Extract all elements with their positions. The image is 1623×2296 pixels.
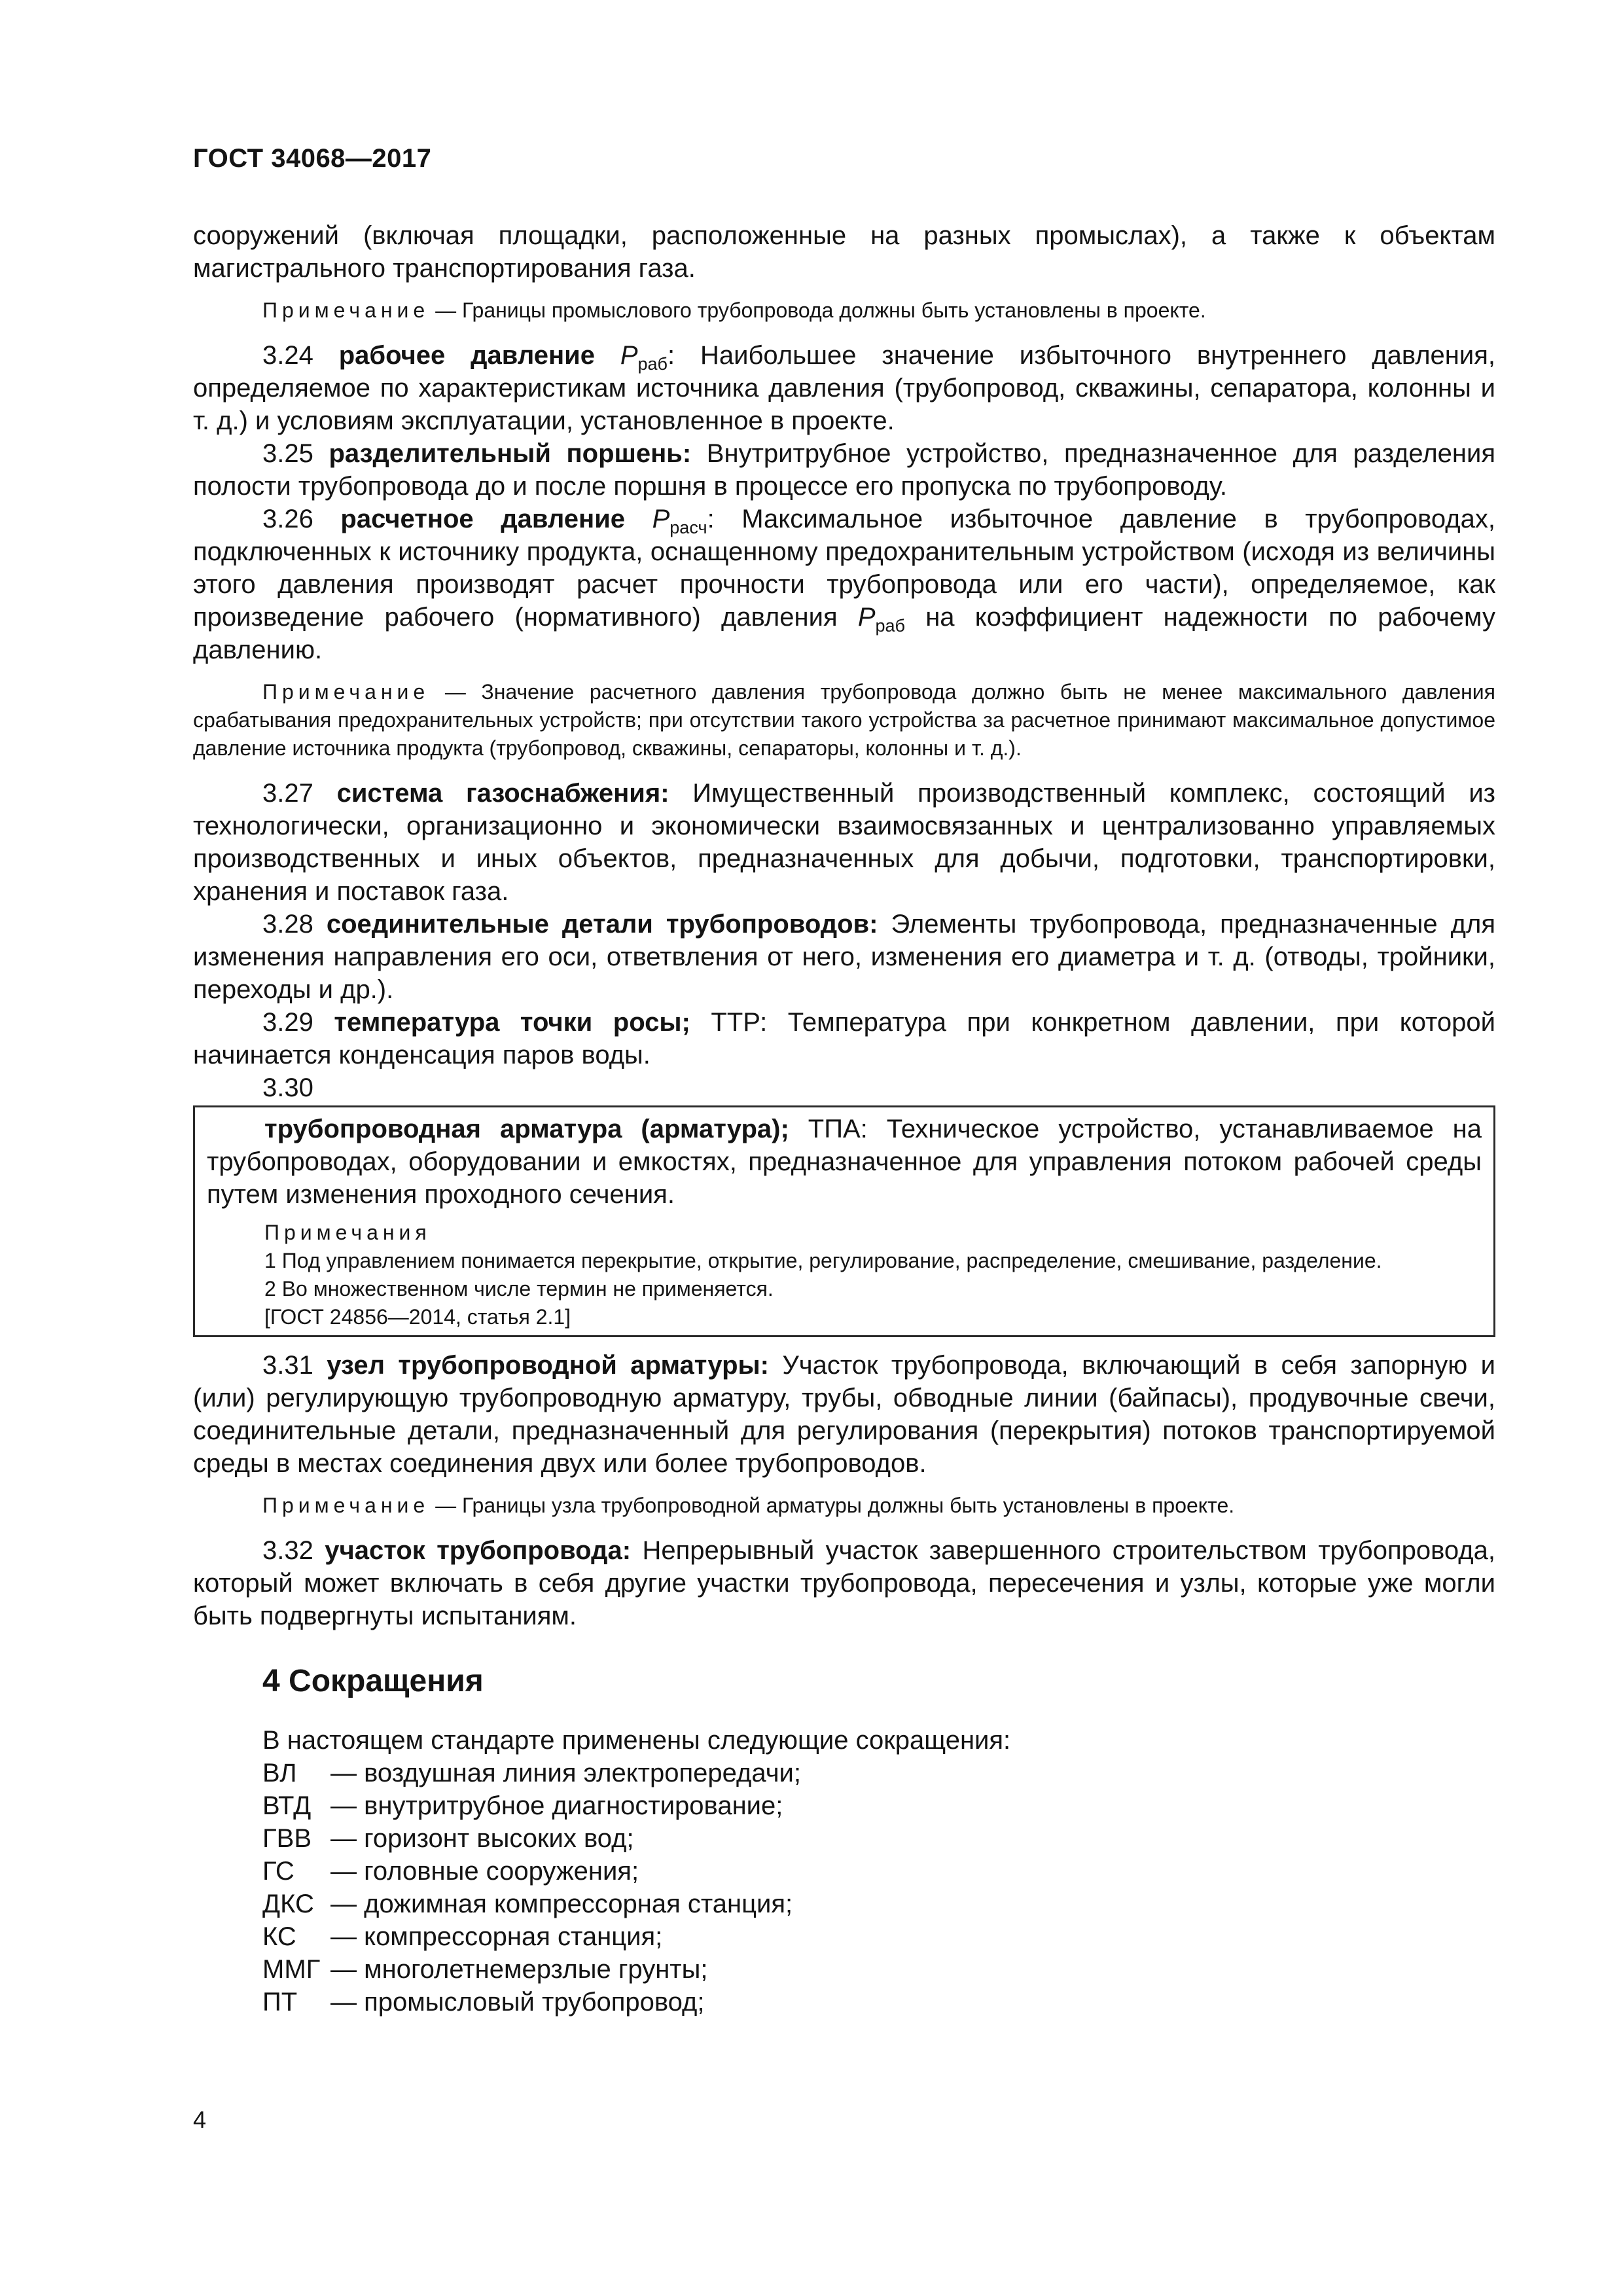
abbr-code: КС xyxy=(262,1922,296,1951)
term-definition: Внутритрубное устройство, предназначенное для разделения полости трубопровода до и после поршня в процессе его пропуска по трубопроводу. xyxy=(193,439,1496,501)
note-text: — Границы узла трубопроводной арматуры должны быть установлены в проекте. xyxy=(429,1494,1235,1517)
term-3-26-note xyxy=(193,678,1495,762)
abbr-code: ГВВ xyxy=(262,1824,312,1853)
list-item xyxy=(262,1888,1495,1920)
term-source: [ГОСТ 24856—2014, статья 2.1] xyxy=(264,1305,571,1329)
term-3-30 xyxy=(207,1113,1482,1211)
term-definition: Элементы трубопровода, предназначенные для изменения направления его оси, ответвления от него, изменения его диаметра и т. д. (отводы, тройники, переходы и др.). xyxy=(193,910,1496,1004)
term-name: участок трубопровода: xyxy=(325,1536,632,1565)
abbr-definition: — многолетнемерзлые грунты; xyxy=(330,1955,708,1984)
term-definition: ТПА: Техническое устройство, устанавливаемое на трубопроводах, оборудовании и емкостях, предназначенное для управления потоком рабочей среды путем изменения проходного сечения. xyxy=(207,1115,1482,1209)
term-definition: Участок трубопровода, включающий в себя запорную и (или) регулирующую трубопроводную арматуру, трубы, обводные линии (байпасы), продувочные свечи, соединительные детали, предназначенный для регулирования (перекрытия) потоков транспортируемой среды в местах соединения двух или более трубопроводов. xyxy=(193,1351,1496,1478)
term-definition: ТТР: Температура при конкретном давлении, при которой начинается конденсация паров воды. xyxy=(193,1008,1496,1069)
list-item xyxy=(262,1986,1495,2018)
term-definition: : Наибольшее значение избыточного внутреннего давления, определяемое по характеристикам источника давления (трубопровод, скважины, сепаратора, колонны и т. д.) и условиям эксплуатации, установленное в проекте. xyxy=(193,341,1495,435)
abbr-definition: — дожимная компрессорная станция; xyxy=(330,1890,793,1918)
list-item xyxy=(262,1822,1495,1855)
term-definition: Имущественный производственный комплекс, состоящий из технологически, организационно и экономически взаимосвязанных и централизованно управляемых производственных и иных объектов, предназначенных для добычи, подготовки, транспортировки, хранения и поставок газа. xyxy=(193,779,1496,906)
intro-note xyxy=(193,296,1495,325)
list-item xyxy=(262,1757,1495,1789)
note-2: 2 Во множественном числе термин не применяется. xyxy=(264,1277,774,1300)
term-3-32: 3.32 участок трубопровода: Непрерывный участок завершенного строительством трубопровода, который может включать в себя другие участки трубопровода, пересечения и узлы, которые уже могли быть подвергнуты испытаниям. xyxy=(193,1536,1495,1630)
note-1: 1 Под управлением понимается перекрытие, открытие, регулирование, распределение, смешивание, разделение. xyxy=(264,1249,1382,1272)
term-3-30-box xyxy=(193,1105,1495,1337)
term-3-28: 3.28 соединительные детали трубопроводов: Элементы трубопровода, предназначенные для изменения направления его оси, ответвления от него, изменения его диаметра и т. д. (отводы, тройники, переходы и др.). xyxy=(193,910,1496,1004)
note-text: — Границы промыслового трубопровода должны быть установлены в проекте. xyxy=(429,298,1206,322)
term-3-27: 3.27 система газоснабжения: Имущественный производственный комплекс, состоящий из технологически, организационно и экономически взаимосвязанных и централизованно управляемых производственных и иных объектов, предназначенных для добычи, подготовки, транспортировки, хранения и поставок газа. xyxy=(193,779,1496,906)
abbr-definition: — компрессорная станция; xyxy=(330,1922,663,1951)
abbreviations-intro: В настоящем стандарте применены следующие сокращения: xyxy=(262,1726,1011,1755)
abbr-definition: — промысловый трубопровод; xyxy=(330,1988,705,2017)
section-4-heading: 4 Сокращения xyxy=(262,1664,484,1698)
abbr-code: ММГ xyxy=(262,1955,321,1984)
note-label: Примечание xyxy=(262,298,430,322)
term-name: трубопроводная арматура (арматура); xyxy=(264,1115,789,1143)
term-3-25: 3.25 разделительный поршень: Внутритрубное устройство, предназначенное для разделения полости трубопровода до и после поршня в процессе его пропуска по трубопроводу. xyxy=(193,439,1496,501)
page-number: 4 xyxy=(193,2106,207,2133)
term-name: рабочее давление xyxy=(338,341,620,370)
term-definition: Непрерывный участок завершенного строительством трубопровода, который может включать в себя другие участки трубопровода, пересечения и узлы, которые уже могли быть подвергнуты испытаниям. xyxy=(193,1536,1495,1630)
abbr-code: ДКС xyxy=(262,1890,314,1918)
abbr-code: ГС xyxy=(262,1857,294,1886)
notes-label: Примечания xyxy=(264,1221,431,1244)
term-name: разделительный поршень: xyxy=(329,439,692,468)
list-item xyxy=(262,1789,1495,1822)
term-name: температура точки росы; xyxy=(334,1008,690,1037)
abbr-definition: — головные сооружения; xyxy=(330,1857,639,1886)
document-header: ГОСТ 34068—2017 xyxy=(193,144,432,173)
term-name: система газоснабжения: xyxy=(336,779,669,808)
term-name: расчетное давление xyxy=(340,505,652,533)
abbr-definition: — внутритрубное диагностирование; xyxy=(330,1791,783,1820)
term-3-24: 3.24 рабочее давление $P_{раб}$: Наибольшее значение избыточного внутреннего давления, определяемое по характеристикам источника давления (трубопровод, скважины, сепаратора, колонны и т. д.) и условиям эксплуатации, установленное в проекте. xyxy=(193,341,1495,435)
term-3-31: 3.31 узел трубопроводной арматуры: Участок трубопровода, включающий в себя запорную и (или) регулирующую трубопроводную арматуру, трубы, обводные линии (байпасы), продувочные свечи, соединительные детали, предназначенный для регулирования (перекрытия) потоков транспортируемой среды в местах соединения двух или более трубопроводов. xyxy=(193,1351,1496,1478)
note-label: Примечание xyxy=(262,680,430,704)
abbr-code: ВТД xyxy=(262,1791,312,1820)
term-name: узел трубопроводной арматуры: xyxy=(327,1351,769,1380)
abbr-code: ПТ xyxy=(262,1988,298,2017)
main-content xyxy=(193,219,1495,2018)
abbr-definition: — воздушная линия электропередачи; xyxy=(330,1759,802,1787)
abbreviations-list xyxy=(262,1724,1495,2018)
term-3-29: 3.29 температура точки росы; ТТР: Температура при конкретном давлении, при которой начинается конденсация паров воды. xyxy=(193,1008,1496,1069)
abbr-code: ВЛ xyxy=(262,1759,297,1787)
term-3-26: 3.26 расчетное давление $P_{расч}$: Максимальное избыточное давление в трубопроводах, подключенных к источнику продукта, оснащенному предохранительным устройством (исходя из величины этого давления производят расчет прочности трубопровода или его части), определяемое, как произведение рабочего (нормативного) давления $P_{раб}$ на коэффициент надежности по рабочему давлению. xyxy=(193,505,1495,664)
list-item xyxy=(262,1920,1495,1953)
note-label: Примечание xyxy=(262,1494,430,1517)
term-3-31-note xyxy=(193,1492,1495,1520)
list-item xyxy=(262,1855,1495,1888)
list-item xyxy=(262,1953,1495,1986)
abbr-definition: — горизонт высоких вод; xyxy=(330,1824,634,1853)
term-3-30-number: 3.30 xyxy=(262,1073,313,1102)
note-text: — Значение расчетного давления трубопровода должно быть не менее максимального давления срабатывания предохранительных устройств; при отсутствии такого устройства за расчетное принимают максимальное допустимое давление источника продукта (трубопровод, скважины, сепараторы, колонны и т. д.). xyxy=(193,680,1495,760)
intro-paragraph: сооружений (включая площадки, расположенные на разных промыслах), а также к объектам магистрального транспортирования газа. xyxy=(193,221,1495,283)
term-name: соединительные детали трубопроводов: xyxy=(326,910,878,939)
